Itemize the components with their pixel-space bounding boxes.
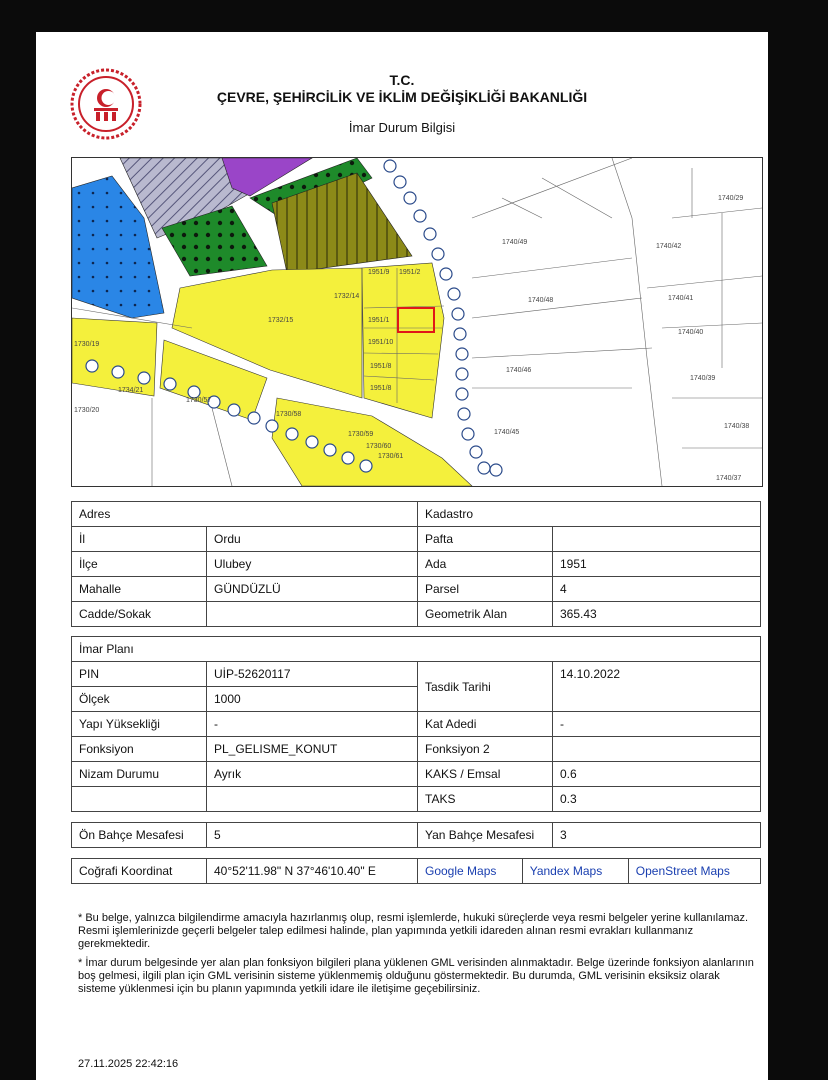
address-title: Adres xyxy=(72,502,418,527)
tasdik-value: 14.10.2022 xyxy=(553,662,761,712)
nizam-value: Ayrık xyxy=(207,762,418,787)
map-label: 1951/10 xyxy=(368,339,394,346)
map-label: 1740/48 xyxy=(528,297,554,304)
map-label: 1740/42 xyxy=(656,243,682,250)
pin-label: PIN xyxy=(72,662,207,687)
coords-value: 40°52'11.98" N 37°46'10.40" E xyxy=(207,859,418,884)
map-label: 1730/57 xyxy=(186,397,212,404)
ada-label: Ada xyxy=(418,552,553,577)
mahalle-value: GÜNDÜZLÜ xyxy=(207,577,418,602)
disclaimer-notes xyxy=(78,912,758,1002)
yukseklik-value: - xyxy=(207,712,418,737)
map-label: 1740/49 xyxy=(502,239,528,246)
taks-label: TAKS xyxy=(418,787,553,812)
il-value: Ordu xyxy=(207,527,418,552)
map-label: 1740/29 xyxy=(718,195,744,202)
kadastro-title: Kadastro xyxy=(418,502,761,527)
ilce-value: Ulubey xyxy=(207,552,418,577)
pafta-label: Pafta xyxy=(418,527,553,552)
nizam-label: Nizam Durumu xyxy=(72,762,207,787)
map-label: 1730/58 xyxy=(276,411,302,418)
map-label: 1740/38 xyxy=(724,423,750,430)
pin-value: UİP-52620117 xyxy=(207,662,418,687)
ada-value: 1951 xyxy=(553,552,761,577)
generated-timestamp: 27.11.2025 22:42:16 xyxy=(78,1058,179,1070)
map-label: 1730/19 xyxy=(74,341,100,348)
cadde-value xyxy=(207,602,418,627)
olcek-label: Ölçek xyxy=(72,687,207,712)
olcek-value: 1000 xyxy=(207,687,418,712)
map-label: 1951/8 xyxy=(370,363,392,370)
note-paragraph: * İmar durum belgesinde yer alan plan fonksiyon bilgileri plana yüklenen GML verisinden alınmaktadır. Belge üzerinde fonksiyon alanlarının boş gelmesi, ilgili plan için GML verisinin sisteme yüklenmemiş olduğunu göstermektedir. Bu durumda, GML verisinin eksiksiz olarak sisteme yüklenmesi için bu planın yapımında yetkili idare ile iletişime geçebilirsiniz. xyxy=(78,957,754,995)
kat-value: - xyxy=(553,712,761,737)
yandex-maps-link[interactable]: Yandex Maps xyxy=(522,859,628,884)
ministry-title: ÇEVRE, ŞEHİRCİLİK VE İKLİM DEĞİŞİKLİĞİ BAKANLIĞI xyxy=(216,89,588,105)
alan-value: 365.43 xyxy=(553,602,761,627)
il-label: İl xyxy=(72,527,207,552)
yan-bahce-label: Yan Bahçe Mesafesi xyxy=(418,823,553,848)
map-label: 1740/46 xyxy=(506,367,532,374)
openstreet-maps-link[interactable]: OpenStreet Maps xyxy=(628,859,760,884)
parsel-label: Parsel xyxy=(418,577,553,602)
map-label: 1740/45 xyxy=(494,429,520,436)
map-label: 1732/14 xyxy=(334,293,360,300)
document-sheet xyxy=(36,32,768,1080)
map-label: 1734/21 xyxy=(118,387,144,394)
map-label: 1732/15 xyxy=(268,317,294,324)
header-tc: T.C. xyxy=(389,72,415,88)
on-bahce-label: Ön Bahçe Mesafesi xyxy=(72,823,207,848)
map-label: 1951/9 xyxy=(368,269,390,276)
yan-bahce-value: 3 xyxy=(553,823,761,848)
kat-label: Kat Adedi xyxy=(418,712,553,737)
map-label: 1740/40 xyxy=(678,329,704,336)
plan-table xyxy=(71,636,761,812)
map-label: 1951/2 xyxy=(399,269,421,276)
map-label: 1730/20 xyxy=(74,407,100,414)
tasdik-label: Tasdik Tarihi xyxy=(418,662,553,712)
fonksiyon2-value xyxy=(553,737,761,762)
fonksiyon2-label: Fonksiyon 2 xyxy=(418,737,553,762)
map-label: 1951/1 xyxy=(368,317,390,324)
map-label: 1730/61 xyxy=(378,453,404,460)
pafta-value xyxy=(553,527,761,552)
on-bahce-value: 5 xyxy=(207,823,418,848)
zoning-map xyxy=(71,157,763,487)
google-maps-link[interactable]: Google Maps xyxy=(418,859,523,884)
map-label: 1740/39 xyxy=(690,375,716,382)
note-paragraph: * Bu belge, yalnızca bilgilendirme amacıyla hazırlanmış olup, resmi işlemlerde, hukuki süreçlerde veya resmi belgeler yerine kullanılamaz. Resmi işlemlerinizde geçerli belgeler talep edilmesi halinde, plan yapımında yetkili idareden alınan resmi evrakları kullanmanız gerekmektedir. xyxy=(78,912,749,950)
coords-label: Coğrafi Koordinat xyxy=(72,859,207,884)
fonksiyon-value: PL_GELISME_KONUT xyxy=(207,737,418,762)
map-label: 1730/60 xyxy=(366,443,392,450)
yukseklik-label: Yapı Yüksekliği xyxy=(72,712,207,737)
map-label: 1730/59 xyxy=(348,431,374,438)
coords-table xyxy=(71,858,761,884)
zone-yellow-road xyxy=(272,398,472,486)
map-label: 1740/37 xyxy=(716,475,742,482)
cadde-label: Cadde/Sokak xyxy=(72,602,207,627)
kaks-value: 0.6 xyxy=(553,762,761,787)
ilce-label: İlçe xyxy=(72,552,207,577)
taks-value: 0.3 xyxy=(553,787,761,812)
setback-table xyxy=(71,822,761,848)
kaks-label: KAKS / Emsal xyxy=(418,762,553,787)
map-label: 1951/8 xyxy=(370,385,392,392)
parsel-value: 4 xyxy=(553,577,761,602)
document-subtitle: İmar Durum Bilgisi xyxy=(348,120,456,135)
address-table xyxy=(71,501,761,627)
plan-title: İmar Planı xyxy=(72,637,761,662)
alan-label: Geometrik Alan xyxy=(418,602,553,627)
fonksiyon-label: Fonksiyon xyxy=(72,737,207,762)
mahalle-label: Mahalle xyxy=(72,577,207,602)
map-label: 1740/41 xyxy=(668,295,694,302)
